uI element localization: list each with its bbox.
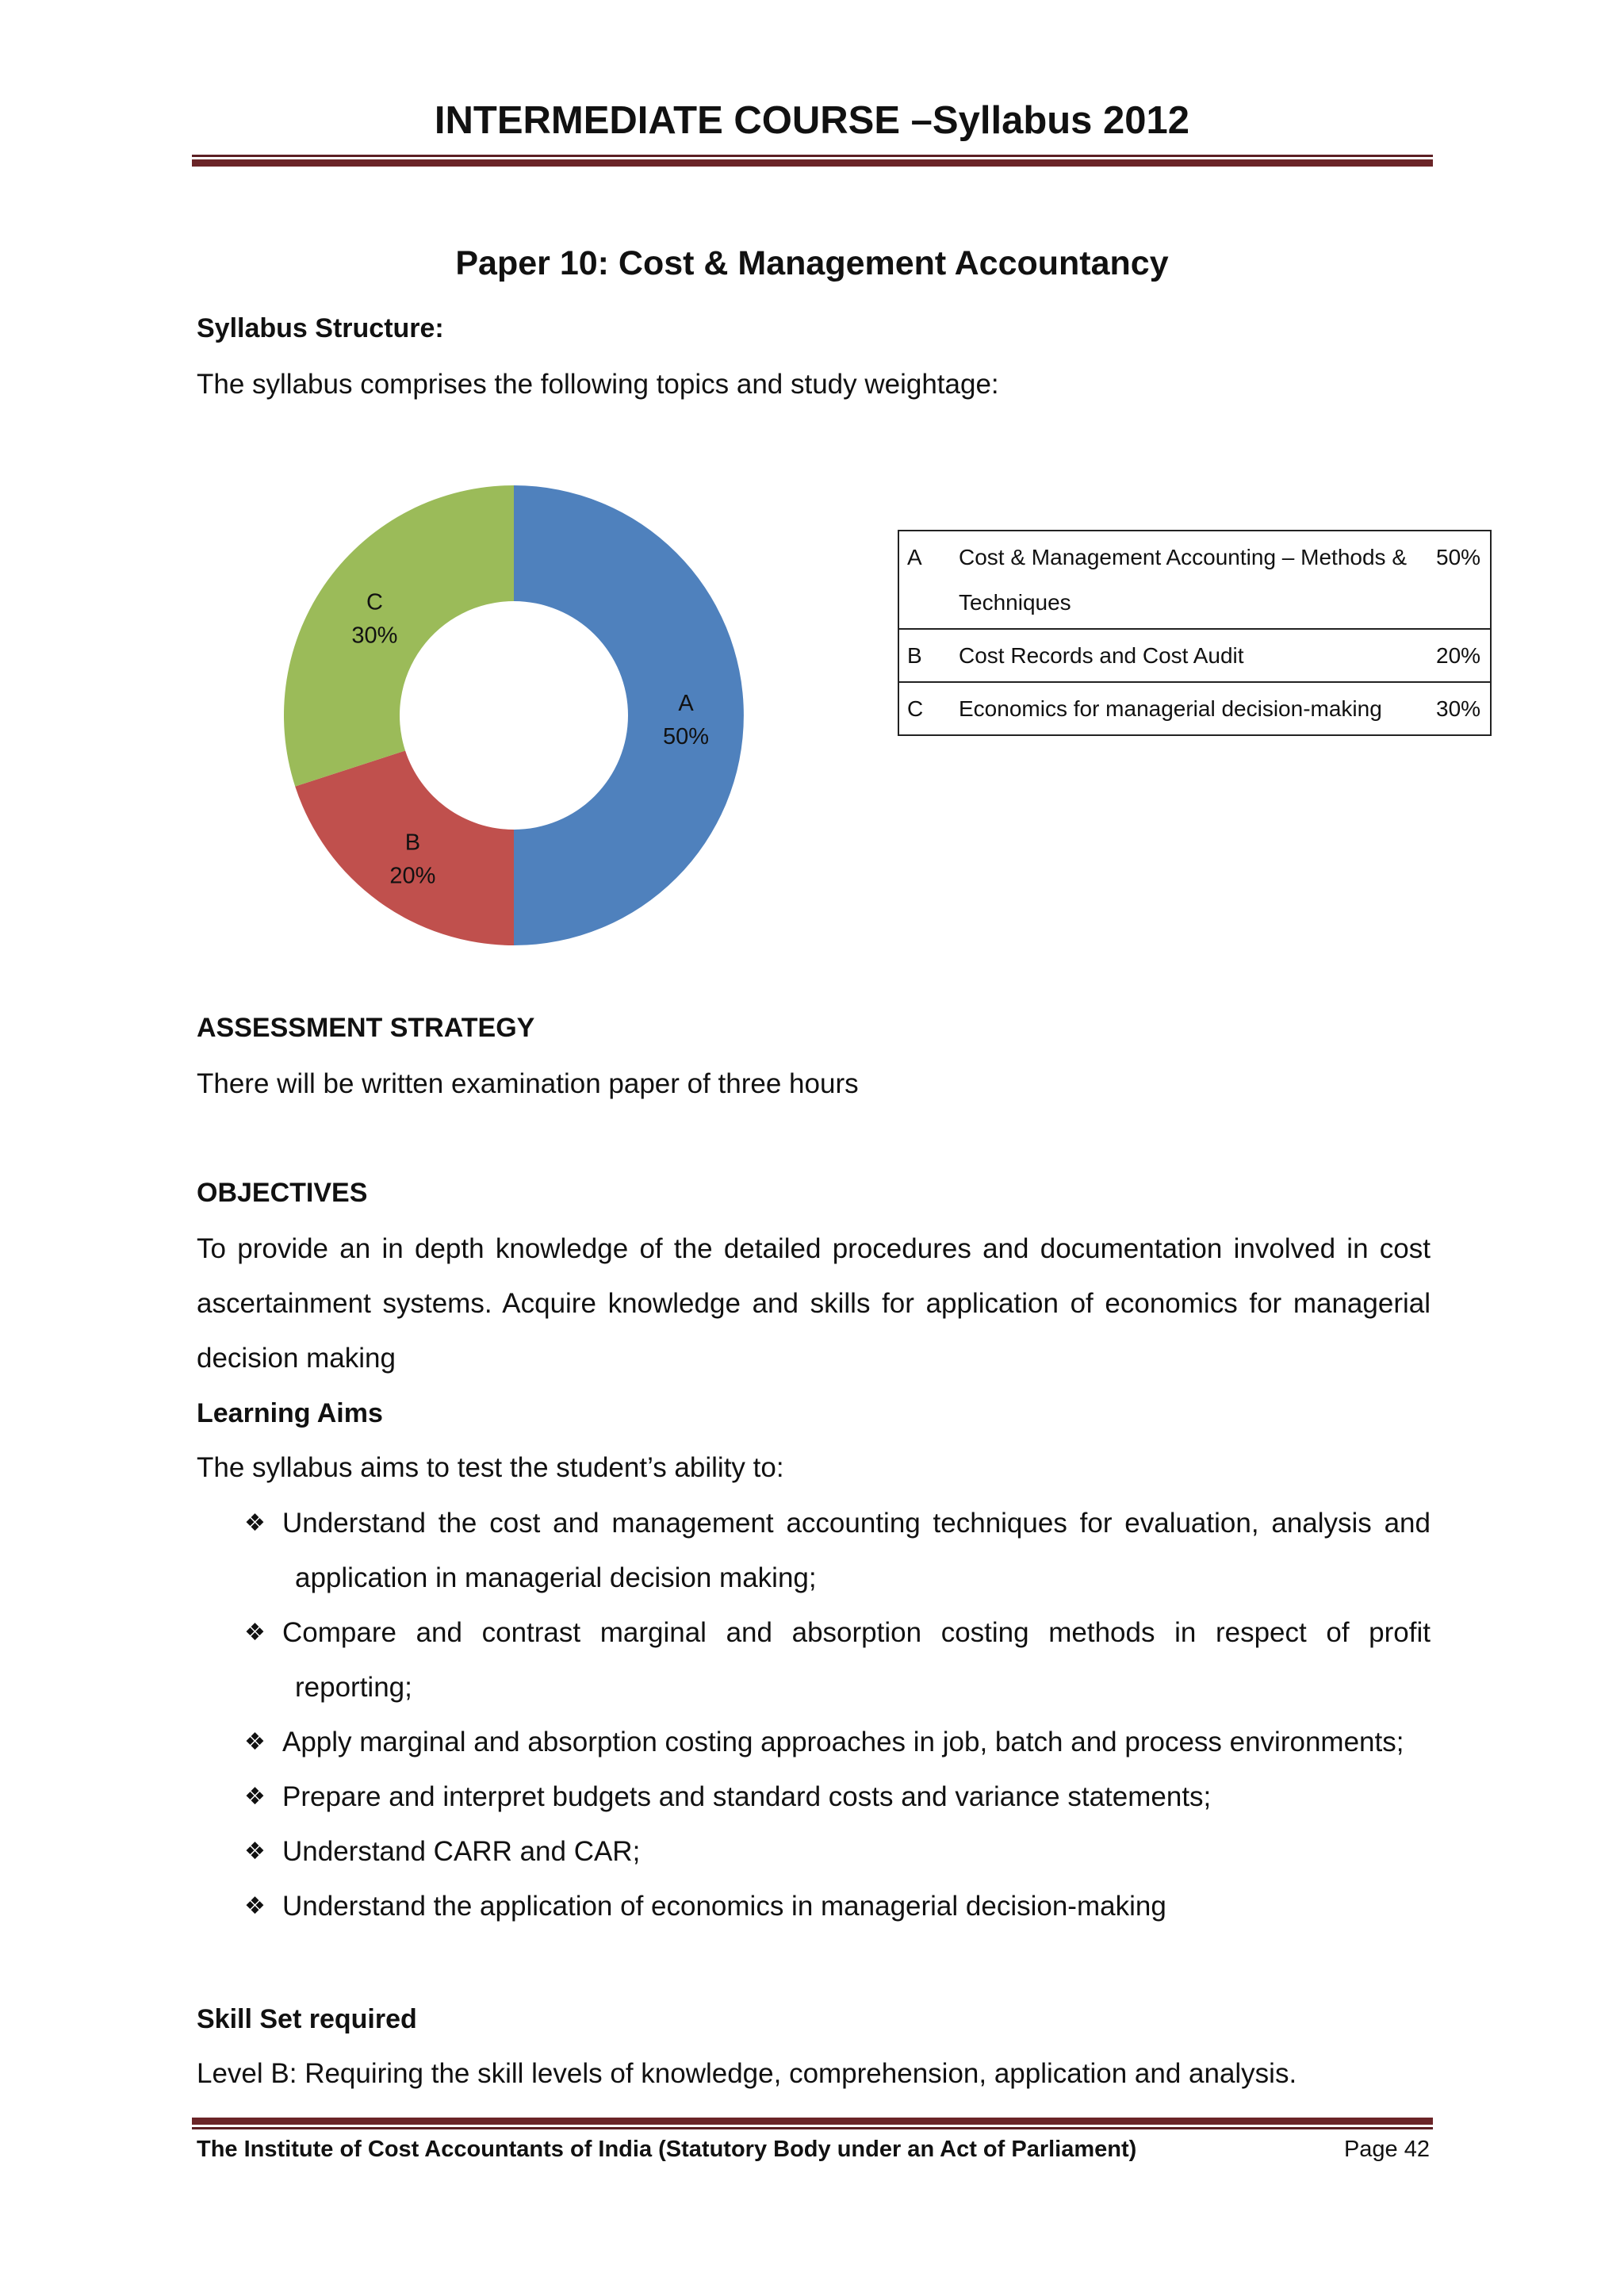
objectives-text: To provide an in depth knowledge of the detailed procedures and documentation involved in cost ascertainment systems. Acquire knowledge and skills for application of economics for managerial decision making [197,1233,1431,1374]
syllabus-structure-heading: Syllabus Structure: [197,313,444,343]
list-item [197,1715,1431,1769]
list-item-line1: Apply marginal and absorption costing approaches in job, batch and process environments; [282,1727,1404,1757]
learning-aims-intro: The syllabus aims to test the student’s ability to: [197,1452,784,1483]
table-cell-code: B [898,629,951,682]
list-item-line1: Prepare and interpret budgets and standard costs and variance statements; [282,1781,1212,1812]
skill-set-heading: Skill Set required [197,2004,417,2034]
diamond-bullet-icon: ❖ [244,1619,266,1646]
weightage-table [898,530,1492,736]
table-cell-topic: Economics for managerial decision-making [951,682,1428,735]
donut-slices [284,485,744,945]
donut-value-label: 50% [662,724,710,749]
list-item [197,1879,1431,1934]
learning-aims-heading: Learning Aims [197,1398,383,1428]
table-cell-topic: Cost Records and Cost Audit [951,629,1428,682]
paper-title: Paper 10: Cost & Management Accountancy [455,244,1169,282]
syllabus-structure-intro: The syllabus comprises the following topics and study weightage: [197,369,999,400]
list-item [197,1496,1431,1605]
list-item-line1: Compare and contrast marginal and absorption costing methods in respect of profit [282,1617,1431,1648]
donut-slice-a [514,485,744,945]
table-cell-code: C [898,682,951,735]
footer-rule-thick [192,2118,1433,2125]
list-item-line2: reporting; [295,1672,412,1703]
list-item-line2: application in managerial decision making; [295,1562,817,1593]
diamond-bullet-icon: ❖ [244,1729,266,1755]
footer-rule-thin [192,2127,1433,2129]
diamond-bullet-icon: ❖ [244,1893,266,1919]
table-cell-weight: 20% [1428,629,1491,682]
footer-institute: The Institute of Cost Accountants of India (Statutory Body under an Act of Parliament) [197,2137,1137,2162]
assessment-text: There will be written examination paper of three hours [197,1068,859,1099]
table-row [898,629,1491,682]
table-cell-code: A [898,531,951,629]
skill-set-text: Level B: Requiring the skill levels of knowledge, comprehension, application and analysis. [197,2058,1297,2089]
donut-slice-c [284,485,514,787]
table-cell-weight: 50% [1428,531,1491,629]
list-item [197,1769,1431,1824]
donut-category-label: B [404,830,421,856]
footer-page-number: Page 42 [1343,2137,1430,2162]
diamond-bullet-icon: ❖ [244,1838,266,1865]
diamond-bullet-icon: ❖ [244,1784,266,1810]
diamond-bullet-icon: ❖ [244,1510,266,1536]
page-header-title: INTERMEDIATE COURSE –Syllabus 2012 [434,99,1190,142]
donut-value-label: 30% [351,623,398,649]
donut-category-label: A [678,691,694,716]
donut-category-label: C [366,589,383,615]
list-item-line1: Understand the application of economics in managerial decision-making [282,1891,1166,1922]
weightage-donut-chart [270,476,710,968]
list-item [197,1824,1431,1879]
learning-aims-list [197,1496,1431,1934]
list-item [197,1605,1431,1715]
table-cell-weight: 30% [1428,682,1491,735]
assessment-heading: ASSESSMENT STRATEGY [197,1013,535,1043]
table-row [898,682,1491,735]
donut-value-label: 20% [389,863,436,889]
table-row [898,531,1491,629]
header-rule-thick [192,159,1433,167]
header-rule-thin [192,155,1433,157]
objectives-heading: OBJECTIVES [197,1178,368,1208]
list-item-line1: Understand the cost and management accounting techniques for evaluation, analysis and [282,1508,1431,1539]
list-item-line1: Understand CARR and CAR; [282,1836,641,1867]
table-cell-topic: Cost & Management Accounting – Methods & Techniques [951,531,1428,629]
